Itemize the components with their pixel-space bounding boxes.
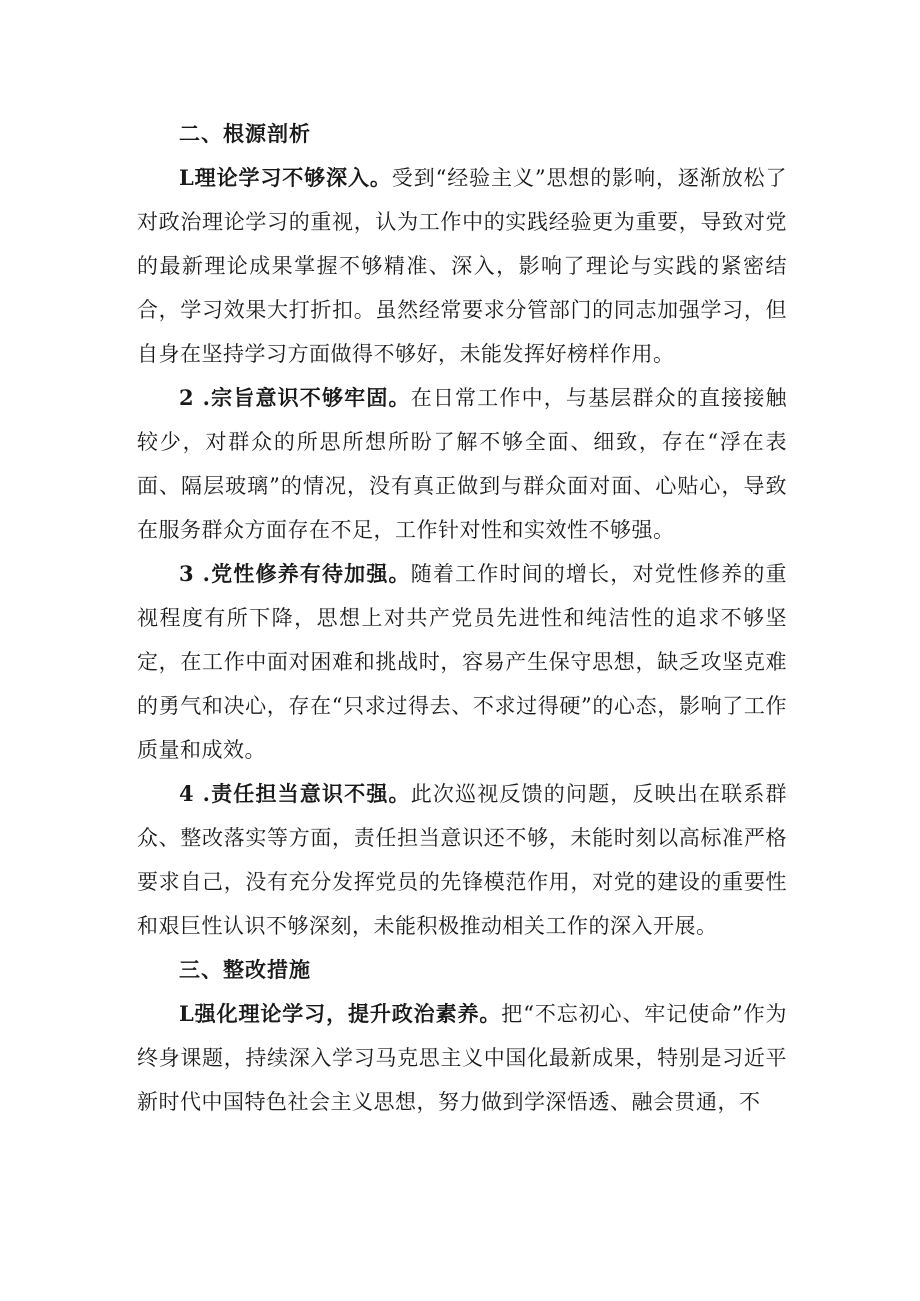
paragraph-theory-study xyxy=(137,156,787,376)
paragraph-lead: 3 .党性修养有待加强。 xyxy=(179,561,411,586)
paragraph-purpose-awareness xyxy=(137,376,787,552)
paragraph-responsibility xyxy=(137,772,787,948)
paragraph-strengthen-theory xyxy=(137,992,787,1124)
paragraph-party-spirit xyxy=(137,552,787,772)
paragraph-lead: L强化理论学习，提升政治素养。 xyxy=(179,1001,502,1026)
paragraph-body: 受到“经验主义”思想的影响，逐渐放松了对政治理论学习的重视，认为工作中的实践经验更为重要，导致对党的最新理论成果掌握不够精准、深入，影响了理论与实践的紧密结合，学习效果大打折扣。虽然经常要求分管部门的同志加强学习，但自身在坚持学习方面做得不够好，未能发挥好榜样作用。 xyxy=(137,166,787,366)
section-heading-rectification: 三、整改措施 xyxy=(179,957,311,982)
paragraph-lead: 4 .责任担当意识不强。 xyxy=(179,781,411,806)
paragraph-body: 把“不忘初心、牢记使命”作为终身课题，持续深入学习马克思主义中国化最新成果，特别是习近平新时代中国特色社会主义思想，努力做到学深悟透、融会贯通，不 xyxy=(137,1002,787,1114)
paragraph-lead: L理论学习不够深入。 xyxy=(179,165,392,190)
paragraph-body: 此次巡视反馈的问题，反映出在联系群众、整改落实等方面，责任担当意识还不够，未能时刻以高标准严格要求自己，没有充分发挥党员的先锋模范作用，对党的建设的重要性和艰巨性认识不够深刻，未能积极推动相关工作的深入开展。 xyxy=(137,782,788,938)
paragraph-body: 随着工作时间的增长，对党性修养的重视程度有所下降，思想上对共产党员先进性和纯洁性的追求不够坚定，在工作中面对困难和挑战时，容易产生保守思想，缺乏攻坚克难的勇气和决心，存在“只求过得去、不求过得硬”的心态，影响了工作质量和成效。 xyxy=(137,562,788,762)
paragraph-body: 在日常工作中，与基层群众的直接接触较少，对群众的所思所想所盼了解不够全面、细致，存在“浮在表面、隔层玻璃”的情况，没有真正做到与群众面对面、心贴心，导致在服务群众方面存在不足，工作针对性和实效性不够强。 xyxy=(137,386,788,542)
paragraph-lead: 2 .宗旨意识不够牢固。 xyxy=(179,385,411,410)
section-heading-root-cause: 二、根源剖析 xyxy=(179,121,311,146)
document-page xyxy=(137,112,787,1124)
